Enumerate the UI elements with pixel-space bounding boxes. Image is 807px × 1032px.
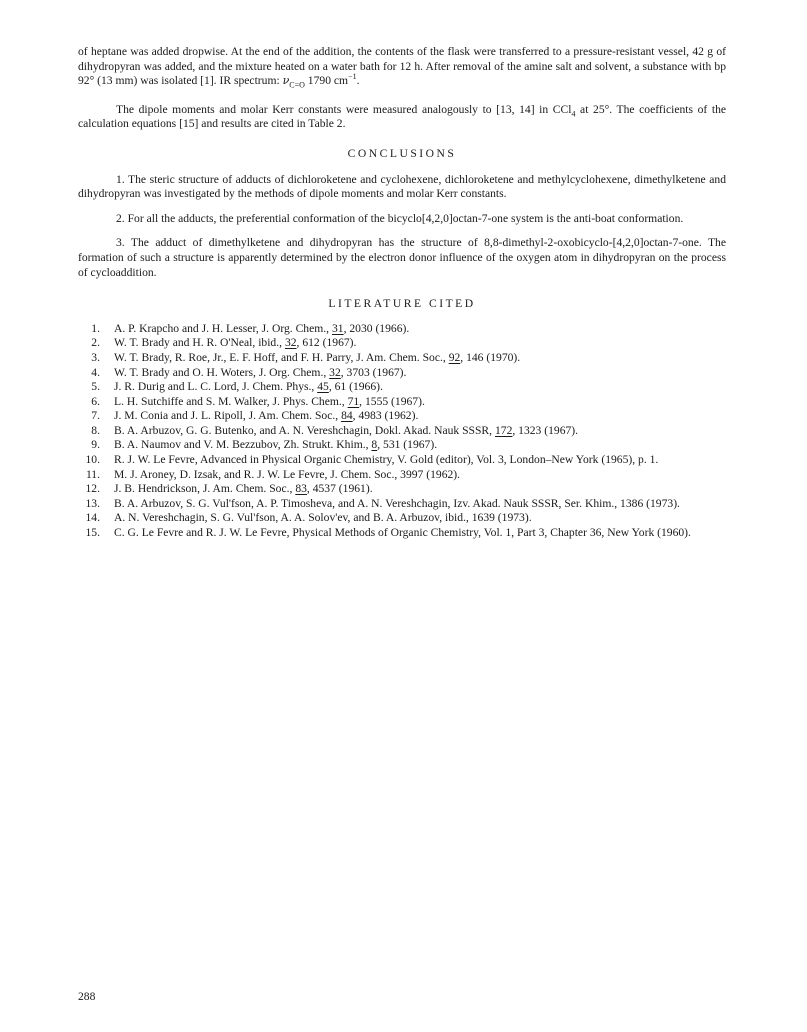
reference-text <box>114 409 726 424</box>
reference-number: 3. <box>91 350 100 364</box>
reference-volume: 92 <box>448 350 461 364</box>
reference-citation: B. A. Naumov and V. M. Bezzubov, Zh. Strukt. Khim., <box>114 438 372 452</box>
reference-item <box>78 497 726 512</box>
reference-item <box>78 482 726 497</box>
reference-pages: , 1555 (1967). <box>359 394 425 408</box>
dipole-text-b: at 25°. The coefficients of the calculation equations [15] and results are cited in Table 2. <box>78 102 727 131</box>
reference-text <box>114 453 726 468</box>
reference-citation: R. J. W. Le Fevre, Advanced in Physical Organic Chemistry, V. Gold (editor), Vol. 3, London–New York (1965), p. 1. <box>114 453 659 467</box>
reference-citation: B. A. Arbuzov, G. G. Butenko, and A. N. Vereshchagin, Dokl. Akad. Nauk SSSR, <box>114 423 495 437</box>
reference-text <box>114 482 726 497</box>
reference-number: 11. <box>85 467 100 481</box>
nu-symbol: ν <box>282 74 290 88</box>
reference-item <box>78 322 726 337</box>
literature-heading: LITERATURE CITED <box>328 297 476 311</box>
reference-pages: , 4537 (1961). <box>306 482 373 496</box>
reference-volume: 45 <box>317 380 329 394</box>
reference-pages: , 3703 (1967). <box>340 365 407 379</box>
intro-paragraph <box>78 45 726 89</box>
reference-text <box>114 380 726 395</box>
reference-text <box>114 424 726 439</box>
reference-citation: L. H. Sutchiffe and S. M. Walker, J. Phys. Chem., <box>114 394 348 408</box>
reference-citation: W. T. Brady and O. H. Woters, J. Org. Chem., <box>114 365 330 379</box>
nu-subscript: C=O <box>289 80 305 90</box>
reference-item <box>78 395 726 410</box>
conclusions-heading: CONCLUSIONS <box>347 146 457 160</box>
reference-volume: 84 <box>341 409 353 423</box>
reference-citation: M. J. Aroney, D. Izsak, and R. J. W. Le Fevre, J. Chem. Soc., 3997 (1962). <box>114 467 461 481</box>
reference-citation: C. G. Le Fevre and R. J. W. Le Fevre, Physical Methods of Organic Chemistry, Vol. 1, Part 3, Chapter 36, New York (1960). <box>114 526 691 540</box>
reference-text <box>114 468 726 483</box>
reference-item <box>78 336 726 351</box>
page-body <box>78 45 726 541</box>
reference-item <box>78 526 726 541</box>
conclusion-item: 2. For all the adducts, the preferential conformation of the bicyclo[4,2,0]octan-7-one system is the anti-boat conformation. <box>116 211 684 225</box>
reference-text <box>114 497 726 512</box>
reference-item <box>78 438 726 453</box>
reference-number: 6. <box>91 394 100 408</box>
reference-text <box>114 351 726 366</box>
reference-citation: A. N. Vereshchagin, S. G. Vul'fson, A. A. Solov'ev, and B. A. Arbuzov, ibid., 1639 (1973). <box>114 511 532 525</box>
reference-item <box>78 351 726 366</box>
ir-period: . <box>356 74 360 88</box>
dipole-text-a: The dipole moments and molar Kerr constants were measured analogously to [13, 14] in CCl <box>116 102 572 116</box>
reference-number: 15. <box>85 526 100 540</box>
ir-unit-superscript: −1 <box>348 72 357 82</box>
reference-item <box>78 511 726 526</box>
reference-volume: 83 <box>295 482 307 496</box>
reference-number: 5. <box>91 380 100 394</box>
reference-text <box>114 395 726 410</box>
reference-text <box>114 366 726 381</box>
reference-citation: A. P. Krapcho and J. H. Lesser, J. Org. Chem., <box>114 321 332 335</box>
reference-number: 9. <box>91 438 100 452</box>
reference-item <box>78 453 726 468</box>
reference-citation: W. T. Brady, R. Roe, Jr., E. F. Hoff, and F. H. Parry, J. Am. Chem. Soc., <box>114 350 449 364</box>
reference-volume: 71 <box>347 394 360 408</box>
references-list <box>78 322 726 541</box>
reference-item <box>78 424 726 439</box>
reference-text <box>114 526 726 541</box>
reference-pages: , 612 (1967). <box>296 336 357 350</box>
reference-text <box>114 438 726 453</box>
reference-item <box>78 409 726 424</box>
reference-number: 1. <box>91 321 100 335</box>
reference-text <box>114 322 726 337</box>
reference-item <box>78 468 726 483</box>
page-number: 288 <box>78 990 96 1003</box>
reference-number: 2. <box>91 336 100 350</box>
reference-number: 14. <box>85 511 100 525</box>
reference-pages: , 2030 (1966). <box>343 321 410 335</box>
reference-pages: , 61 (1966). <box>328 380 383 394</box>
reference-pages: , 146 (1970). <box>460 350 521 364</box>
ccl4-subscript: 4 <box>571 109 576 119</box>
intro-text: of heptane was added dropwise. At the end of the addition, the contents of the flask were transferred to a pressure-resistant vessel, 42 g of dihydropyran was added, and the mixture heated on a water bath for 12 h. After removal of the amine salt and solvent, a substance with bp 92° (13 mm) was isolated [1]. IR spectrum: <box>78 45 726 88</box>
conclusions-list <box>78 173 726 281</box>
reference-item <box>78 380 726 395</box>
reference-number: 7. <box>91 409 100 423</box>
reference-text <box>114 511 726 526</box>
reference-item <box>78 366 726 381</box>
reference-citation: J. R. Durig and L. C. Lord, J. Chem. Phys., <box>114 380 318 394</box>
reference-number: 10. <box>85 453 100 467</box>
reference-text <box>114 336 726 351</box>
reference-citation: J. M. Conia and J. L. Ripoll, J. Am. Chem. Soc., <box>114 409 342 423</box>
reference-pages: , 1323 (1967). <box>512 423 579 437</box>
reference-citation: B. A. Arbuzov, S. G. Vul'fson, A. P. Timosheva, and A. N. Vereshchagin, Izv. Akad. Nauk SSSR, Ser. Khim., 1386 (1973). <box>114 496 680 510</box>
reference-volume: 8 <box>371 438 378 452</box>
reference-volume: 32 <box>284 336 297 350</box>
reference-number: 12. <box>85 482 100 496</box>
ir-value: 1790 cm <box>304 74 349 88</box>
reference-citation: J. B. Hendrickson, J. Am. Chem. Soc., <box>114 482 296 496</box>
reference-number: 4. <box>91 365 100 379</box>
reference-pages: , 4983 (1962). <box>352 409 419 423</box>
reference-volume: 32 <box>329 365 341 379</box>
reference-citation: W. T. Brady and H. R. O'Neal, ibid., <box>114 336 285 350</box>
reference-number: 8. <box>91 423 100 437</box>
conclusion-item: 1. The steric structure of adducts of dichloroketene and cyclohexene, dichloroketene and methylcyclohexene, dimethylketene and dihydropyran was investigated by the methods of dipole moments and molar Kerr constants. <box>78 172 726 201</box>
reference-volume: 172 <box>494 423 513 437</box>
dipole-paragraph <box>78 103 726 132</box>
reference-pages: , 531 (1967). <box>377 438 438 452</box>
reference-number: 13. <box>85 496 100 510</box>
reference-volume: 31 <box>331 321 344 335</box>
conclusion-item: 3. The adduct of dimethylketene and dihydropyran has the structure of 8,8-dimethyl-2-oxobicyclo-[4,2,0]octan-7-one. The formation of such a structure is apparently determined by the electron donor influence of the oxygen atom in dihydropyran on the process of cycloaddition. <box>78 236 726 279</box>
